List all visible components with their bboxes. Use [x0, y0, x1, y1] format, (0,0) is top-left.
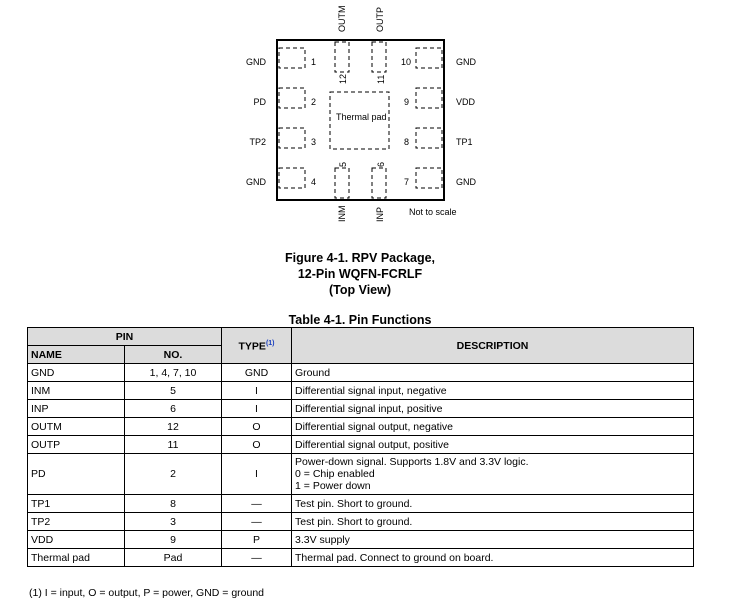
cell-desc: [292, 513, 694, 531]
pin-number-3: 3: [311, 137, 317, 147]
cell-no: 5: [125, 382, 222, 400]
pin-name-right-8: TP1: [456, 137, 473, 147]
cell-name: INM: [28, 382, 125, 400]
table-row: [28, 436, 694, 454]
header-description: DESCRIPTION: [292, 328, 694, 364]
cell-desc: [292, 454, 694, 495]
desc-line: Test pin. Short to ground.: [295, 497, 413, 510]
desc-line: 0 = Chip enabled: [295, 468, 375, 480]
table-body: [28, 364, 694, 567]
pin-name-right-9: VDD: [456, 97, 476, 107]
table-footnote: (1) I = input, O = output, P = power, GND = ground: [29, 587, 265, 599]
header-type: [222, 328, 292, 364]
figure-caption-line-3: (Top View): [328, 283, 392, 297]
cell-name: OUTP: [28, 436, 125, 454]
figure-caption-line-1: Figure 4-1. RPV Package,: [284, 251, 436, 265]
pin-pad-3: [279, 128, 305, 148]
pin-pad-5: [335, 168, 349, 198]
pin-name-left-2: PD: [253, 97, 266, 107]
pin-name-left-3: TP2: [249, 137, 266, 147]
cell-type: I: [222, 400, 292, 418]
cell-name: Thermal pad: [28, 549, 125, 567]
pin-pad-6: [372, 168, 386, 198]
cell-name: GND: [28, 364, 125, 382]
pin-functions-table: [27, 327, 694, 567]
cell-no: Pad: [125, 549, 222, 567]
pin-pad-12: [335, 42, 349, 72]
pin-number-2: 2: [311, 97, 317, 107]
pin-number-5: 5: [338, 161, 348, 167]
cell-desc: [292, 364, 694, 382]
cell-no: 3: [125, 513, 222, 531]
pin-number-7: 7: [404, 177, 410, 187]
desc-line: Differential signal input, positive: [295, 402, 443, 415]
cell-type: P: [222, 531, 292, 549]
pin-number-8: 8: [404, 137, 410, 147]
table-row: [28, 382, 694, 400]
header-name: NAME: [28, 346, 125, 364]
desc-line: Differential signal input, negative: [295, 384, 447, 397]
header-no: NO.: [125, 346, 222, 364]
cell-desc: [292, 549, 694, 567]
cell-no: 2: [125, 454, 222, 495]
pin-pad-4: [279, 168, 305, 188]
pin-number-4: 4: [311, 177, 317, 187]
cell-desc: [292, 382, 694, 400]
cell-type: —: [222, 513, 292, 531]
pin-number-1: 1: [311, 57, 317, 67]
desc-line: Test pin. Short to ground.: [295, 515, 413, 528]
pin-pad-8: [416, 128, 442, 148]
cell-type: I: [222, 382, 292, 400]
cell-name: PD: [28, 454, 125, 495]
table-row: [28, 513, 694, 531]
not-to-scale-note: Not to scale: [409, 207, 457, 217]
cell-desc: [292, 400, 694, 418]
pin-pad-2: [279, 88, 305, 108]
desc-line: Differential signal output, negative: [295, 420, 454, 433]
pin-name-bottom-6: INP: [375, 206, 385, 222]
cell-name: INP: [28, 400, 125, 418]
table-row: [28, 418, 694, 436]
thermal-pad-label: Thermal pad: [336, 112, 387, 122]
pin-pad-7: [416, 168, 442, 188]
pin-number-9: 9: [404, 97, 410, 107]
cell-type: I: [222, 454, 292, 495]
pin-pad-10: [416, 48, 442, 68]
cell-desc: [292, 531, 694, 549]
pin-pad-9: [416, 88, 442, 108]
cell-type: O: [222, 418, 292, 436]
table-row: [28, 531, 694, 549]
desc-line: Thermal pad. Connect to ground on board.: [295, 551, 494, 564]
cell-name: TP2: [28, 513, 125, 531]
cell-no: 9: [125, 531, 222, 549]
desc-line: Differential signal output, positive: [295, 438, 449, 451]
pin-number-6: 6: [376, 161, 386, 167]
package-diagram: [0, 0, 751, 235]
pin-number-11: 11: [376, 74, 386, 84]
pin-number-10: 10: [401, 57, 412, 67]
cell-no: 12: [125, 418, 222, 436]
table-row: [28, 549, 694, 567]
header-type-footnote-ref[interactable]: (1): [265, 340, 275, 348]
pin-name-left-1: GND: [246, 57, 266, 67]
cell-type: GND: [222, 364, 292, 382]
pin-name-right-10: GND: [456, 57, 476, 67]
cell-type: O: [222, 436, 292, 454]
cell-desc: [292, 418, 694, 436]
cell-no: 6: [125, 400, 222, 418]
table-row: [28, 495, 694, 513]
table-row: [28, 400, 694, 418]
table-row: [28, 454, 694, 495]
cell-name: OUTM: [28, 418, 125, 436]
cell-desc: [292, 495, 694, 513]
desc-line: 3.3V supply: [295, 533, 350, 546]
desc-line: 1 = Power down: [295, 480, 371, 492]
pin-name-top-12: OUTM: [337, 5, 347, 32]
cell-no: 1, 4, 7, 10: [125, 364, 222, 382]
table-title: Table 4-1. Pin Functions: [288, 313, 432, 327]
cell-name: VDD: [28, 531, 125, 549]
cell-type: —: [222, 549, 292, 567]
cell-no: 8: [125, 495, 222, 513]
desc-line: Power-down signal. Supports 1.8V and 3.3V logic.: [295, 456, 529, 468]
pin-number-12: 12: [338, 73, 348, 84]
cell-type: —: [222, 495, 292, 513]
cell-desc: [292, 436, 694, 454]
pin-name-left-4: GND: [246, 177, 266, 187]
cell-no: 11: [125, 436, 222, 454]
pin-name-bottom-5: INM: [337, 205, 347, 222]
header-pin: PIN: [28, 328, 222, 346]
cell-name: TP1: [28, 495, 125, 513]
pin-name-right-7: GND: [456, 177, 476, 187]
pin-name-top-11: OUTP: [375, 6, 385, 32]
pin-pad-11: [372, 42, 386, 72]
header-type-label: TYPE: [238, 340, 266, 353]
pin-pad-1: [279, 48, 305, 68]
table-row: [28, 364, 694, 382]
desc-line: Ground: [295, 366, 331, 379]
figure-caption-line-2: 12-Pin WQFN-FCRLF: [297, 267, 423, 281]
